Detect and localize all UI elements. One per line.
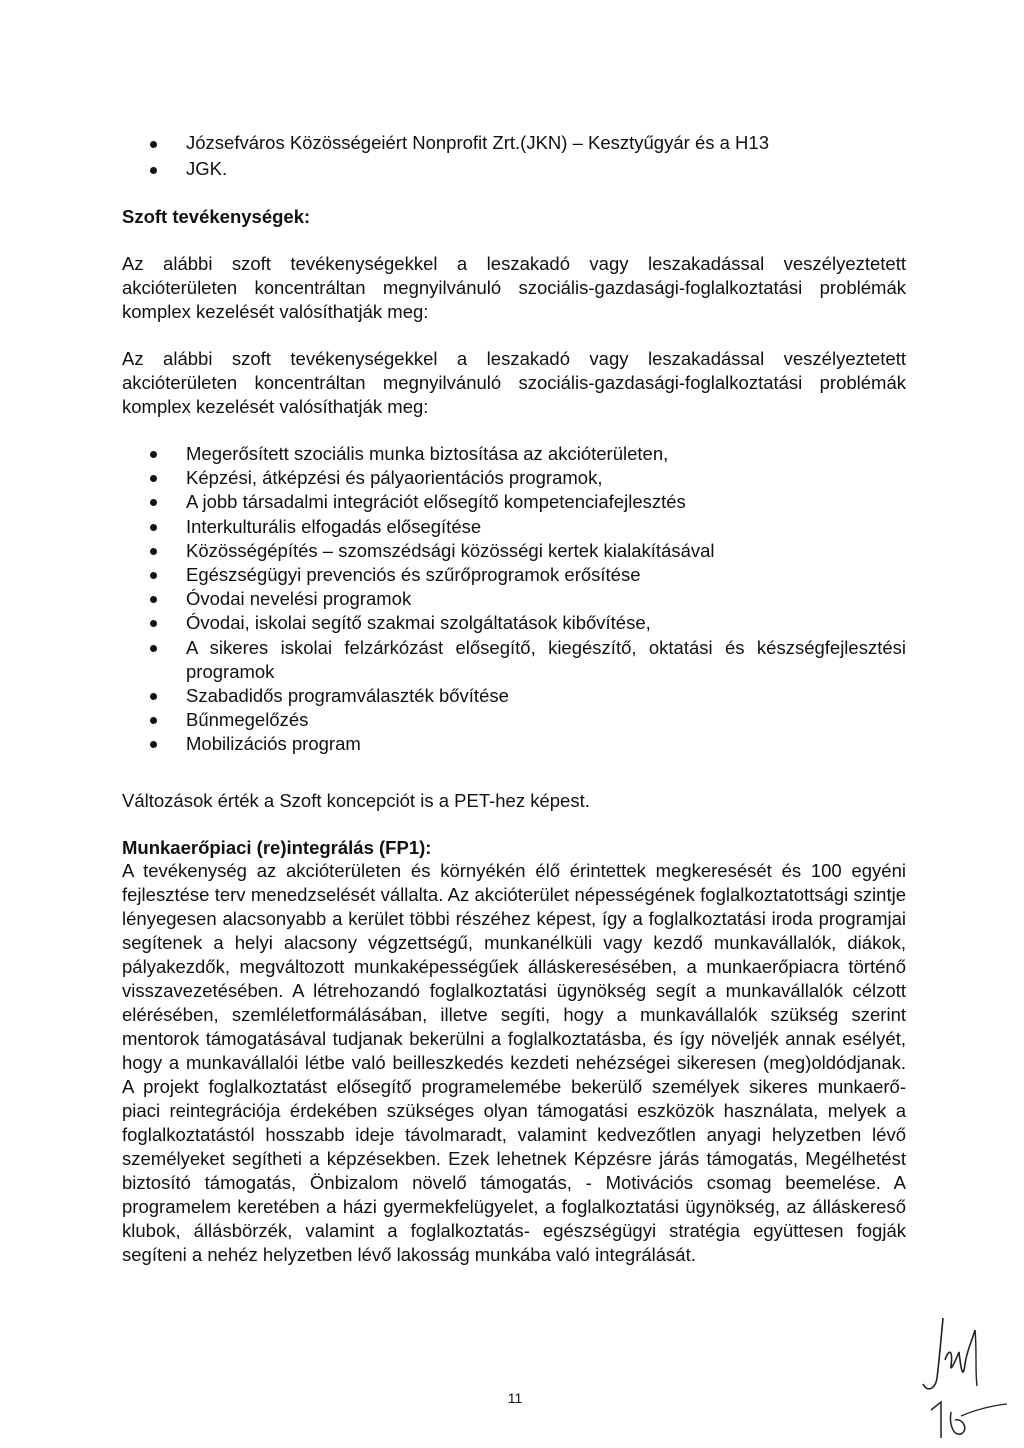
fp1-heading: Munkaerőpiaci (re)integrálás (FP1): bbox=[122, 837, 432, 858]
changes-note: Változások érték a Szoft koncepciót is a PET-hez képest. bbox=[122, 790, 590, 811]
list-item: Mobilizációs program bbox=[150, 732, 906, 756]
list-item: Közösségépítés – szomszédsági közösségi kertek kialakításával bbox=[150, 539, 906, 563]
list-item: Képzési, átképzési és pályaorientációs programok, bbox=[150, 466, 906, 490]
list-item: A jobb társadalmi integrációt elősegítő kompetenciafejlesztés bbox=[150, 490, 906, 514]
signature-icon bbox=[905, 1300, 1015, 1440]
bullet-icon bbox=[150, 475, 157, 482]
soft-paragraph-2: Az alábbi szoft tevékenységekkel a leszakadó vagy leszakadással veszélyeztetett akcióterületen koncentráltan megnyilvánuló szociális-gazdasági-foglalkoztatási problémák komplex kezelését valósíthatják meg: bbox=[122, 348, 906, 417]
bullet-icon bbox=[150, 717, 157, 724]
bullet-icon bbox=[150, 548, 157, 555]
list-item: Szabadidős programválaszték bővítése bbox=[150, 684, 906, 708]
bullet-icon bbox=[150, 167, 157, 174]
list-item: A sikeres iskolai felzárkózást elősegítő, kiegészítő, oktatási és készségfejlesztési programok bbox=[150, 636, 906, 684]
activities-list bbox=[150, 442, 906, 757]
bullet-icon bbox=[150, 499, 157, 506]
page-number: 11 bbox=[507, 1390, 523, 1406]
organization-list bbox=[150, 130, 870, 182]
soft-paragraph-1: Az alábbi szoft tevékenységekkel a leszakadó vagy leszakadással veszélyeztetett akcióterületen koncentráltan megnyilvánuló szociális-gazdasági-foglalkoztatási problémák komplex kezelését valósíthatják meg: bbox=[122, 253, 906, 322]
list-item: Megerősített szociális munka biztosítása az akcióterületen, bbox=[150, 442, 906, 466]
list-item: Interkulturális elfogadás elősegítése bbox=[150, 515, 906, 539]
bullet-icon bbox=[150, 141, 157, 148]
list-item: Egészségügyi prevenciós és szűrőprogramok erősítése bbox=[150, 563, 906, 587]
bullet-icon bbox=[150, 572, 157, 579]
bullet-icon bbox=[150, 620, 157, 627]
bullet-icon bbox=[150, 596, 157, 603]
bullet-icon bbox=[150, 645, 157, 652]
bullet-icon bbox=[150, 693, 157, 700]
fp1-paragraph: A tevékenység az akcióterületen és környékén élő érintettek megkeresését és 100 egyéni fejlesztése terv menedzselését vállalta. Az akcióterület népességének foglalkoztatottsági szintje lényegesen alacsonyabb a kerület többi részéhez képest, így a foglalkoztatási iroda programjai segítenek a helyi alacsony végzettségű, munkanélküli vagy kezdő munkavállalók, diákok, pályakezdők, megváltozott munkaképességűek álláskeresésében, a munkaerőpiacra történő visszavezetésében. A létrehozandó foglalkoztatási ügynökség segít a munkavállalók célzott elérésében, szemléletformálásában, illetve segíti, hogy a munkavállalók szükség szerint mentorok támogatásával tudjanak bekerülni a foglalkoztatásba, és így növeljék annak esélyét, hogy a munkavállalói létbe való beilleszkedés kezdeti nehézségei sikeresen (meg)oldódjanak. A projekt foglalkoztatást elősegítő programelemébe bekerülő személyek sikeres munkaerő-piaci reintegrációja érdekében szükséges olyan támogatási eszközök használata, melyek a foglalkoztatástól hosszabb ideje távolmaradt, valamint kedvezőtlen anyagi helyzetben lévő személyeket segítheti a képzésekben. Ezek lehetnek Képzésre járás támogatás, Megélhetést biztosító támogatás, Önbizalom növelő támogatás, - Motivációs csomag beemelése. A programelem keretében a házi gyermekfelügyelet, a foglalkoztatási ügynökség, az álláskereső klubok, állásbörzék, valamint a foglalkoztatás- egészségügyi stratégia együttesen fogják segíteni a nehéz helyzetben lévő lakosság munkába való integrálását. bbox=[122, 860, 906, 1265]
soft-activities-heading: Szoft tevékenységek: bbox=[122, 206, 311, 227]
list-item: Óvodai nevelési programok bbox=[150, 587, 906, 611]
list-item: JGK. bbox=[150, 156, 870, 182]
list-item: Józsefváros Közösségeiért Nonprofit Zrt.(JKN) – Kesztyűgyár és a H13 bbox=[150, 130, 870, 156]
bullet-icon bbox=[150, 524, 157, 531]
list-item: Óvodai, iskolai segítő szakmai szolgáltatások kibővítése, bbox=[150, 611, 906, 635]
bullet-icon bbox=[150, 741, 157, 748]
bullet-icon bbox=[150, 451, 157, 458]
list-item: Bűnmegelőzés bbox=[150, 708, 906, 732]
